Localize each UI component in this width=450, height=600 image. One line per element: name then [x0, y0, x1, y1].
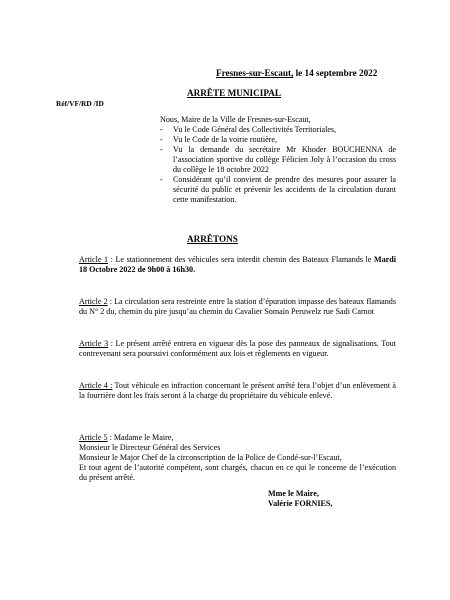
article-date: Mardi 18 Octobre 2022 de 9h00 à 16h30.: [79, 255, 396, 274]
signature-role: Mme le Maire,: [268, 489, 319, 498]
date-text: le 14 septembre 2022: [293, 68, 378, 78]
article-5: [79, 433, 396, 483]
preamble-item: - Considérant qu’il convient de prendre des mesures pour assurer la sécurité du public et prévenir les accidents de la circulation durant cette manifestation.: [160, 175, 396, 204]
arretons-heading: ARRÊTONS: [187, 234, 238, 244]
article-label: Article 1: [79, 255, 109, 264]
dash-marker: -: [160, 135, 163, 144]
article-label: Article 2: [79, 297, 108, 306]
preamble-item: - Vu le Code de la voirie routière,: [160, 135, 278, 144]
dash-marker: -: [160, 175, 163, 184]
article-label: Article 5: [79, 433, 108, 442]
article-2: [79, 297, 396, 317]
preamble-list: [160, 125, 396, 205]
article-label: Article 4 :: [79, 381, 113, 390]
article-text: : Le stationnement des véhicules sera interdit chemin des Bateaux Flamands le: [108, 255, 374, 264]
signature-block: [268, 489, 332, 509]
article-3: [79, 339, 396, 359]
document-title: ARRÊTE MUNICIPAL: [187, 88, 282, 98]
article-text: : Le présent arrêté entrera en vigueur dès la pose des panneaux de signalisations. Tout contrevenant sera poursuivi conformément aux lois et règlements en vigueur.: [79, 339, 397, 358]
article-1: [79, 255, 396, 275]
dash-marker: -: [160, 145, 163, 154]
dash-marker: -: [160, 125, 163, 134]
preamble-item: - Vu le Code Général des Collectivités Territoriales,: [160, 125, 337, 134]
preamble: [160, 115, 396, 205]
reference-code: Réf/VF/RD /ID: [56, 99, 104, 108]
article-5-line: Monsieur le Directeur Général des Services: [79, 443, 221, 452]
article-5-line: Monsieur le Major Chef de la circonscription de la Police de Condé-sur-l’Escaut,: [79, 453, 342, 462]
article-text: Tout véhicule en infraction concernant le présent arrêté fera l’objet d’un enlèvement à la fourrière dont les frais seront à la charge du propriétaire du véhicule enlevé.: [79, 381, 396, 400]
article-5-line: Et tout agent de l’autorité compétent, sont chargés, chacun en ce qui le concerne de l’exécution du présent arrêté.: [79, 463, 396, 482]
signature-name: Valérie FORNIES,: [268, 499, 333, 508]
article-text: : La circulation sera restreinte entre la station d’épuration impasse des bateaux flamands du N° 2 du, chemin du pire jusqu’au chemin du Cavalier Somain Peruwelz rue Sadi Carnot: [79, 297, 396, 316]
preamble-intro: Nous, Maire de la Ville de Fresnes-sur-Escaut,: [160, 115, 311, 124]
date-line: [216, 68, 377, 78]
preamble-item: - Vu la demande du secrétaire Mr Khoder BOUCHENNA de l’association sportive du collège Félicien Joly à l’occasion du cross du collège le 18 octobre 2022: [160, 145, 396, 174]
article-4: [79, 381, 396, 401]
article-5-line: Article 5 : Madame le Maire,: [79, 433, 174, 442]
article-label: Article 3: [79, 339, 109, 348]
town-name: Fresnes-sur-Escaut,: [216, 68, 294, 78]
